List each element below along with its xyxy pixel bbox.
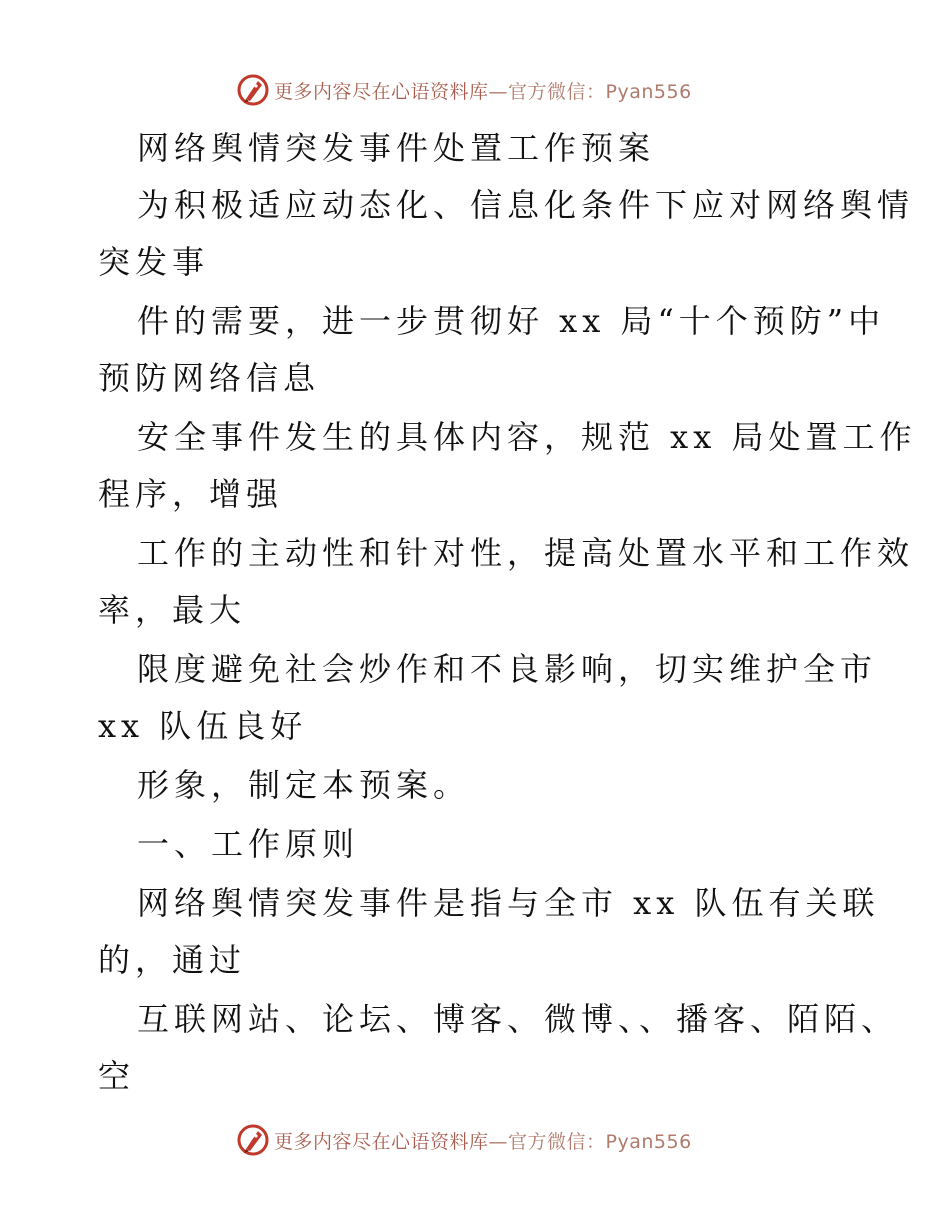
document-line: xx 队伍良好: [98, 707, 308, 745]
footer-banner: [0, 1120, 950, 1160]
header-wechat-id: Pyan556: [605, 80, 692, 103]
header-brand-text: 更多内容尽在心语资料库: [274, 80, 489, 103]
footer-brand-text: 更多内容尽在心语资料库: [274, 1130, 489, 1153]
document-line: 安全事件发生的具体内容，规范 xx 局处置工作: [137, 418, 917, 456]
footer-banner-inner: [236, 1122, 692, 1158]
document-line: 工作的主动性和针对性，提高处置水平和工作效: [137, 534, 915, 572]
document-line: 互联网站、论坛、博客、微博、、播客、陌陌、: [137, 1000, 899, 1038]
document-line: 率，最大: [98, 591, 247, 629]
pen-nib-logo-icon: [236, 1123, 270, 1157]
document-line: 网络舆情突发事件是指与全市 xx 队伍有关联: [137, 884, 880, 922]
document-line: 预防网络信息: [98, 359, 321, 397]
document-title: 网络舆情突发事件处置工作预案: [137, 129, 656, 167]
header-banner-text: [274, 77, 692, 104]
document-line: 为积极适应动态化、信息化条件下应对网络舆情: [137, 186, 915, 224]
document-line: 限度避免社会炒作和不良影响，切实维护全市: [137, 650, 878, 688]
footer-separator: —: [488, 1130, 509, 1153]
document-line: 形象，制定本预案。: [137, 766, 471, 804]
document-line: 突发事: [98, 243, 210, 281]
header-banner: [0, 70, 950, 110]
document-line: 件的需要，进一步贯彻好 xx 局“十个预防”中: [137, 302, 886, 340]
pen-nib-logo-icon: [236, 73, 270, 107]
header-separator: —: [488, 80, 509, 103]
document-line: 的，通过: [98, 941, 247, 979]
header-wechat-label: 官方微信：: [508, 80, 606, 103]
footer-wechat-label: 官方微信：: [508, 1130, 606, 1153]
footer-wechat-id: Pyan556: [605, 1130, 692, 1153]
footer-banner-text: [274, 1127, 692, 1154]
document-line: 空: [98, 1057, 136, 1095]
section-heading: 一、工作原则: [137, 825, 360, 863]
document-line: 程序，增强: [98, 475, 284, 513]
header-banner-inner: [236, 72, 692, 108]
